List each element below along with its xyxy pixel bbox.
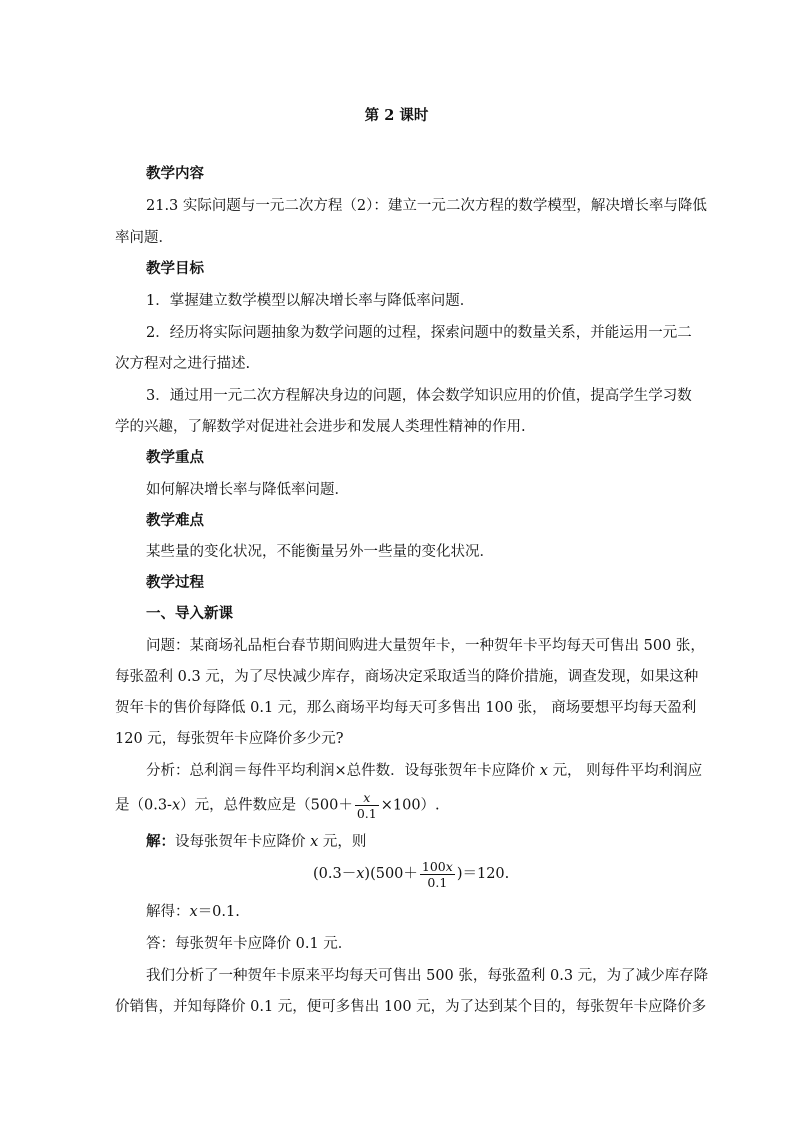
equation [313,857,509,891]
closing-line-2: 价销售，并知每降价 0.1 元，便可多售出 100 元，为了达到某个目的，每张贺年卡应降价多 [115,999,707,1015]
difficulty-line: 某些量的变化状况，不能衡量另外一些量的变化状况． [146,544,494,560]
solve-line [146,902,240,922]
goal-line-3: 次方程对之进行描述. [115,356,251,372]
solution-label: 解： [146,833,175,850]
analysis-text-tail: 元， 则每件平均利润应 [552,763,703,779]
fraction-denominator: 0.1 [427,874,448,890]
content-line-2: 率问题． [115,230,173,246]
analysis-line-1 [146,761,702,781]
equation-part-c: )＝120. [456,866,510,882]
solution-text-a: 设每张贺年卡应降价 [175,834,306,850]
analysis-text-a: 是（0.3- [115,797,172,814]
heading-difficulty: 教学难点 [146,512,204,529]
goal-line-4: 3．通过用一元二次方程解决身边的问题，体会数学知识应用的价值，提高学生学习数 [146,388,692,404]
fraction-denominator: 0.1 [356,806,377,821]
solve-label: 解得： [146,904,190,920]
fraction-x-over-0.1 [355,790,379,821]
fraction-numerator [420,859,455,875]
key-line: 如何解决增长率与降低率问题． [146,482,349,498]
equation-part-b: )(500＋ [364,866,418,882]
problem-line-4: 120 元，每张贺年卡应降价多少元? [115,731,344,747]
problem-line-3: 贺年卡的售价每降低 0.1 元，那么商场平均每天可多售出 100 张， 商场要想平均每天盈利 [115,700,697,716]
equation-part-a: (0.3－ [313,866,357,882]
closing-line-1: 我们分析了一种贺年卡原来平均每天可售出 500 张，每张盈利 0.3 元，为了减少库存降 [146,968,709,984]
numerator-number: 100 [421,858,446,874]
problem-line-1: 问题：某商场礼品柜台春节期间购进大量贺年卡，一种贺年卡平均每天可售出 500 张， [146,638,705,654]
analysis-line-2 [115,790,440,821]
var-x: x [310,834,319,850]
page-title: 第 2 课时 [364,107,429,124]
analysis-text-b: ）元，总件数应是（500＋ [180,797,353,814]
var-x: x [189,904,198,920]
content-line-1: 21.3 实际问题与一元二次方程（2）：建立一元二次方程的数学模型，解决增长率与降低 [146,198,707,214]
subheading-intro: 一、导入新课 [146,605,233,622]
analysis-text: 分析：总利润＝每件平均利润×总件数．设每张贺年卡应降价 [146,763,536,779]
heading-process: 教学过程 [146,574,204,591]
var-x: x [445,858,453,874]
var-x: x [356,866,365,882]
goal-line-1: 1．掌握建立数学模型以解决增长率与降低率问题． [146,293,475,309]
problem-line-2: 每张盈利 0.3 元，为了尽快减少库存，商场决定采取适当的降价措施，调查发现，如果这种 [115,669,699,685]
var-x: x [171,797,181,814]
goal-line-2: 2．经历将实际问题抽象为数学问题的过程，探索问题中的数量关系，并能运用一元二 [146,325,692,341]
fraction-numerator: x [355,790,379,806]
heading-content: 教学内容 [146,165,204,182]
answer-line: 答：每张贺年卡应降价 0.1 元． [146,936,353,952]
goal-line-5: 学的兴趣，了解数学对促进社会进步和发展人类理性精神的作用. [115,419,526,435]
solve-value: ＝0.1. [197,904,240,920]
solution-text-b: 元，则 [322,834,367,850]
analysis-text-c: ×100）. [380,797,440,814]
fraction-100x-over-0.1 [420,859,455,890]
heading-goals: 教学目标 [146,260,204,277]
solution-line [146,832,366,852]
var-x: x [539,763,548,779]
heading-key: 教学重点 [146,449,204,466]
